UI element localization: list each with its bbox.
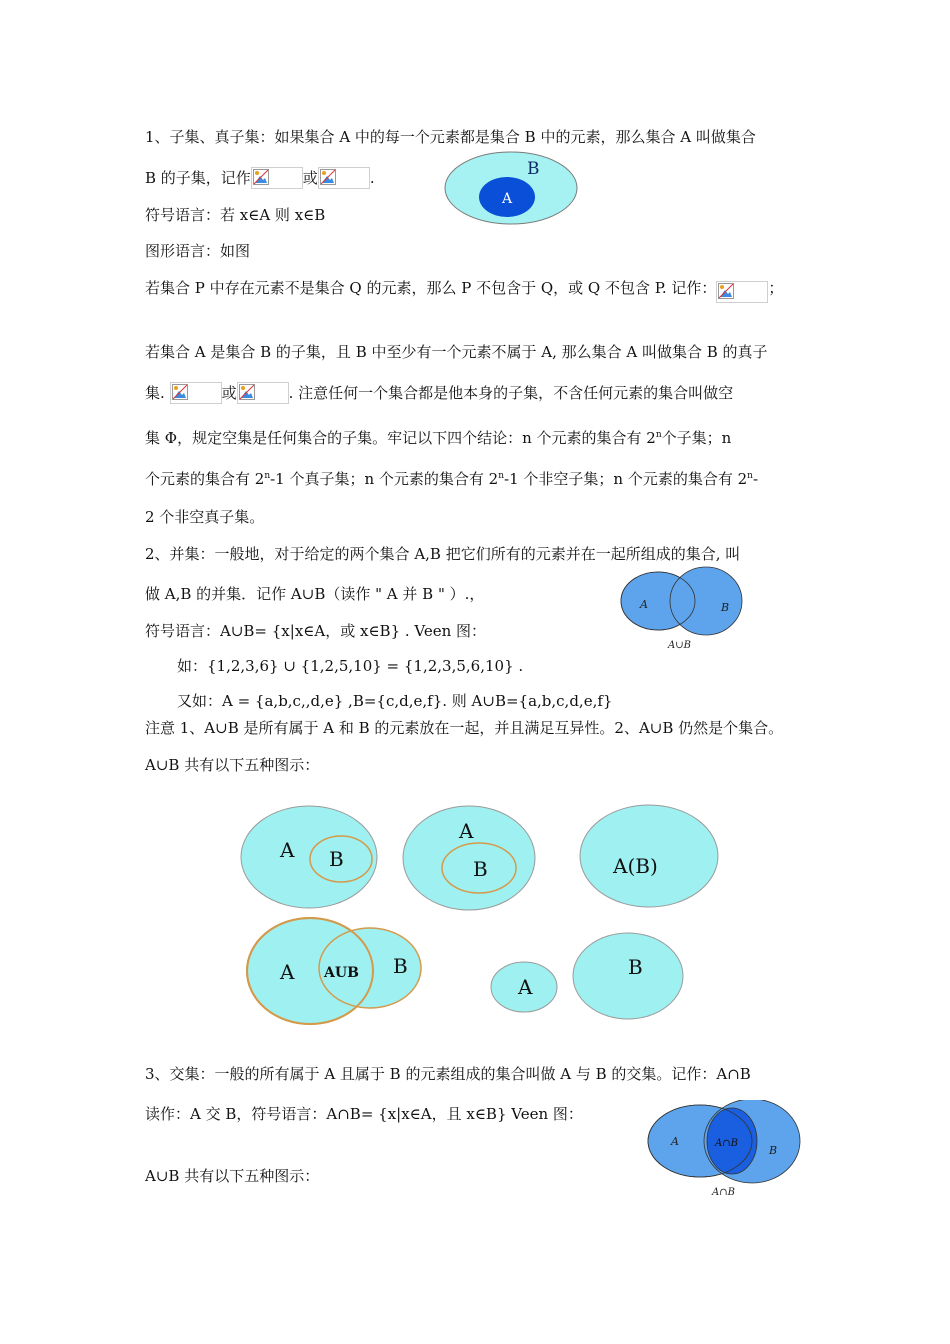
subset-diagram (443, 150, 579, 228)
s3-line2: 读作：A 交 B，符号语言：A∩B= {x|x∈A，且 x∈B} Veen 图： (145, 1105, 583, 1123)
broken-image-icon (170, 382, 222, 404)
s1-line6: 若集合 A 是集合 B 的子集，且 B 中至少有一个元素不属于 A, 那么集合 A 叫做集合 B 的真子 (145, 343, 768, 361)
s1-line8-b: 个子集；n (661, 429, 732, 447)
s2-line5: 又如：A = {a,b,c,,d,e} ,B={c,d,e,f}. 则 A∪B={a,b,c,d,e,f} (177, 692, 613, 710)
s2-line2: 做 A,B 的并集．记作 A∪B（读作 " A 并 B " ）.， (145, 585, 485, 603)
broken-image-icon (318, 167, 370, 189)
s1-line7 (145, 382, 733, 404)
s1-line2 (145, 167, 375, 189)
s1-line10: 2 个非空真子集。 (145, 508, 265, 526)
s1-line2-text: B 的子集，记作 (145, 169, 251, 187)
s2-line1: 2、并集：一般地，对于给定的两个集合 A,B 把它们所有的元素并在一起所组成的集合, 叫 (145, 545, 741, 563)
s1-line9-a: 个元素的集合有 2 (145, 470, 265, 488)
broken-image-icon (716, 281, 768, 303)
s1-line9-d: - (752, 470, 759, 488)
s1-line4: 图形语言：如图 (145, 242, 251, 260)
venn-circle-b (670, 567, 742, 635)
superscript: n (655, 430, 662, 440)
s3-line1: 3、交集：一般的所有属于 A 且属于 B 的元素组成的集合叫做 A 与 B 的交集。记作：A∩B (145, 1065, 751, 1083)
s1-line8 (145, 425, 731, 448)
superscript: n (264, 471, 271, 481)
intersection-venn-diagram (645, 1100, 805, 1200)
s1-line9-c: -1 个非空子集；n 个元素的集合有 2 (504, 470, 748, 488)
case2-label-a: A (459, 819, 474, 843)
s1-line2-end: . (369, 169, 375, 187)
case5-label-b: B (628, 955, 643, 979)
s1-line7-text: 集. (145, 384, 165, 402)
s2-line4: 如：{1,2,3,6} ∪ {1,2,5,10} = {1,2,3,5,6,10} . (177, 657, 524, 675)
s1-line5-end: ； (768, 279, 784, 297)
s2-line3: 符号语言：A∪B= {x|x∈A，或 x∈B} . Veen 图： (145, 622, 487, 640)
s1-line5-text: 若集合 P 中存在元素不是集合 Q 的元素，那么 P 不包含于 Q，或 Q 不包含 P. 记作： (145, 279, 717, 297)
s2-line6: 注意 1、A∪B 是所有属于 A 和 B 的元素放在一起，并且满足互异性。2、A∪B 仍然是个集合。 (145, 719, 784, 737)
union-venn-diagram (618, 564, 748, 654)
label-a: A (640, 598, 648, 611)
superscript: n (747, 471, 753, 481)
broken-image-icon (237, 382, 289, 404)
s1-line5 (145, 278, 783, 303)
superscript: n (498, 471, 505, 481)
s1-line9-b: -1 个真子集；n 个元素的集合有 2 (270, 470, 499, 488)
label-a: A (502, 191, 513, 207)
s1-line7-or: 或 (221, 384, 237, 402)
s1-line3: 符号语言：若 x∈A 则 x∈B (145, 206, 326, 224)
case4-label-a: A (280, 960, 295, 984)
caption-intersection: A∩B (712, 1187, 735, 1198)
case1-label-b: B (329, 847, 344, 871)
s1-line8-a: 集 Φ，规定空集是任何集合的子集。牢记以下四个结论：n 个元素的集合有 2 (145, 429, 656, 447)
s1-line9 (145, 466, 758, 489)
union-five-cases (240, 800, 725, 1032)
broken-image-icon (251, 167, 303, 189)
case5-label-a: A (518, 975, 533, 999)
label-intersection: A∩B (715, 1138, 738, 1149)
s1-line7-text2: . 注意任何一个集合都是他本身的子集，不含任何元素的集合叫做空 (288, 384, 734, 402)
s1-line2-or: 或 (302, 169, 318, 187)
case4-label-union: AUB (324, 965, 359, 981)
label-b: B (721, 601, 730, 614)
case1-label-a: A (280, 838, 295, 862)
case4-label-b: B (393, 954, 408, 978)
s3-line3: A∪B 共有以下五种图示： (145, 1167, 320, 1185)
label-b: B (769, 1144, 778, 1157)
s1-line1: 1、子集、真子集：如果集合 A 中的每一个元素都是集合 B 中的元素，那么集合 A 叫做集合 (145, 128, 756, 146)
label-b: B (527, 159, 540, 179)
caption-union: A∪B (668, 640, 691, 651)
label-a: A (671, 1135, 679, 1148)
case1-ellipse-a (241, 806, 377, 908)
case2-label-b: B (473, 857, 488, 881)
case3-label: A(B) (613, 854, 658, 878)
s2-line7: A∪B 共有以下五种图示： (145, 756, 320, 774)
